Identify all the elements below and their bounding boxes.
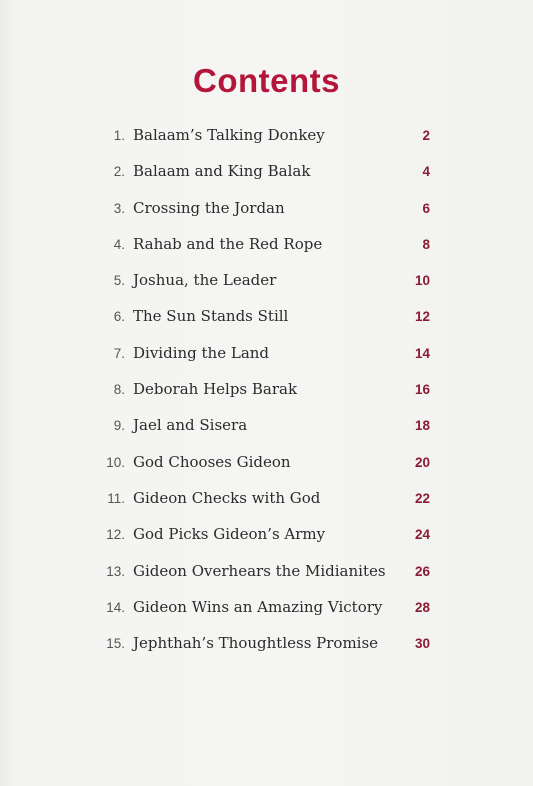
toc-entry	[0, 447, 533, 483]
entry-title: Rahab and the Red Rope	[133, 234, 323, 253]
entry-title: Balaam’s Talking Donkey	[133, 126, 325, 144]
entry-number: 15.	[106, 636, 125, 652]
entry-page-number: 6	[422, 200, 430, 216]
entry-number: 13.	[106, 563, 125, 579]
entry-page-number: 18	[414, 418, 430, 434]
toc-entry	[0, 193, 533, 229]
toc-entry	[0, 519, 533, 555]
entry-page-number: 30	[414, 636, 430, 652]
entry-title: Balaam and King Balak	[133, 162, 311, 181]
entry-page-number: 16	[414, 382, 430, 398]
entry-number: 14.	[106, 599, 125, 615]
entry-page-number: 10	[414, 273, 430, 289]
entry-title: Gideon Wins an Amazing Victory	[133, 597, 383, 616]
toc-entry	[0, 628, 533, 664]
entry-page-number: 12	[414, 309, 430, 325]
entry-page-number: 14	[414, 345, 430, 361]
toc-entry	[0, 556, 533, 592]
entry-title: Joshua, the Leader	[133, 271, 277, 290]
entry-title: Deborah Helps Barak	[133, 380, 298, 399]
entry-number: 10.	[106, 454, 125, 470]
entry-title: Jephthah’s Thoughtless Promise	[133, 634, 379, 653]
entry-number: 7.	[113, 345, 125, 361]
entry-number: 11.	[107, 490, 125, 506]
entry-title: Jael and Sisera	[133, 416, 248, 435]
toc-entry	[0, 374, 533, 410]
table-of-contents	[0, 120, 533, 664]
toc-entry	[0, 301, 533, 337]
entry-page-number: 24	[414, 527, 430, 543]
toc-entry	[0, 410, 533, 446]
entry-title: Dividing the Land	[133, 343, 270, 362]
toc-entry	[0, 156, 533, 192]
entry-number: 12.	[106, 527, 125, 543]
entry-number: 2.	[113, 164, 125, 180]
toc-entry	[0, 265, 533, 301]
entry-number: 5.	[113, 273, 125, 289]
toc-entry	[0, 229, 533, 265]
entry-number: 6.	[113, 309, 125, 325]
entry-page-number: 20	[414, 454, 430, 470]
entry-number: 8.	[113, 382, 125, 398]
entry-number: 1.	[113, 128, 125, 143]
entry-title: God Picks Gideon’s Army	[133, 525, 326, 544]
entry-title: The Sun Stands Still	[133, 307, 289, 326]
entry-page-number: 28	[414, 599, 430, 615]
toc-entry	[0, 338, 533, 374]
entry-page-number: 2	[422, 128, 430, 143]
entry-number: 4.	[113, 236, 125, 252]
entry-title: God Chooses Gideon	[133, 452, 291, 471]
page-title: Contents	[193, 62, 340, 99]
entry-page-number: 22	[414, 490, 430, 506]
entry-title: Gideon Overhears the Midianites	[133, 561, 386, 580]
entry-number: 9.	[113, 418, 125, 434]
entry-page-number: 4	[422, 164, 430, 180]
entry-page-number: 26	[414, 563, 430, 579]
toc-entry	[0, 120, 533, 156]
entry-title: Crossing the Jordan	[133, 198, 285, 217]
entry-number: 3.	[113, 200, 125, 216]
toc-entry	[0, 483, 533, 519]
toc-entry	[0, 592, 533, 628]
entry-page-number: 8	[422, 236, 430, 252]
entry-title: Gideon Checks with God	[133, 488, 321, 507]
